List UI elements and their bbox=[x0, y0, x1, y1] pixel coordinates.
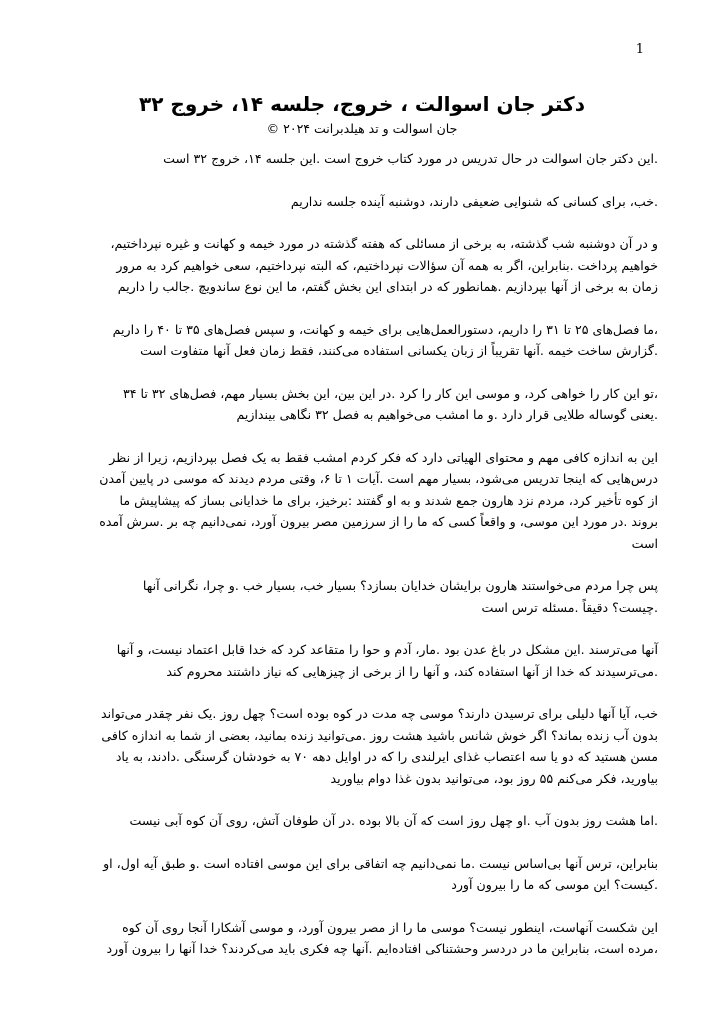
page-number: 1 bbox=[635, 42, 644, 57]
paragraph: .خب، برای کسانی که شنوایی ضعیفی دارند، دوشنبه آینده جلسه نداریم bbox=[290, 193, 658, 209]
document-body bbox=[96, 148, 658, 981]
paragraph: این به اندازه کافی مهم و محتوای الهیاتی دارد که فکر کردم امشب فقط به یک فصل بپردازیم، زیرا از نظر درس‌هایی که اینجا تدریس می‌شود، بسیار مهم است .آیات ۱ تا ۶، وقتی مردم دیدند که موسی در پایین آمدن از کوه تأخیر کرد، مردم نزد هارون جمع شدند و به او گفتند :برخیز، برای ما خدایانی بساز که پیشاپیش ما بروند .در مورد این موسی، و واقعاً کسی که ما را از سرزمین مصر بیرون آورد، نمی‌دانیم چه بر .سرش آمده است bbox=[99, 449, 658, 551]
paragraph: پس چرا مردم می‌خواستند هارون برایشان خدایان بسازد؟ بسیار خب، بسیار خب .و چرا، نگرانی آنها .چیست؟ دقیقاً .مسئله ترس است bbox=[142, 578, 658, 615]
paragraph: آنها می‌ترسند .این مشکل در باغ عدن بود .مار، آدم و حوا را متقاعد کرد که خدا قابل اعتماد نیست، و آنها .می‌ترسیدند که خدا از آنها استفاده کند، و آنها را از برخی از چیزهایی که نیاز داشتند محروم کند bbox=[116, 642, 658, 679]
paragraph: این شکست آنهاست، اینطور نیست؟ موسی ما را از مصر بیرون آورد، و موسی آشکارا آنجا روی آن کوه ،مرده است، بنابراین ما در دردسر وحشتناکی افتاده‌ایم .آنها چه فکری باید می‌کردند؟ خدا آنها را بیرون آورد bbox=[106, 919, 658, 956]
paragraph: ،ما فصل‌های ۲۵ تا ۳۱ را داریم، دستورالعمل‌هایی برای خیمه و کهانت، و سپس فصل‌های ۳۵ تا ۴۰ را داریم .گزارش ساخت خیمه .آنها تقریباً از زبان یکسانی استفاده می‌کنند، فقط زمان فعل آنها متفاوت است bbox=[112, 321, 658, 358]
paragraph: و در آن دوشنبه شب گذشته، به برخی از مسائلی که هفته گذشته در مورد خیمه و کهانت و غیره نپرداختیم، خواهیم پرداخت .بنابراین، اگر به همه آن سؤالات نپرداختیم، که البته نپرداختیم، سعی خواهیم کرد به مرور زمان به برخی از آنها بپردازیم .همانطور که در ابتدای این بخش گفتم، ما این نوع ساندویچ .جالب را داریم bbox=[110, 236, 658, 294]
paragraph: .این دکتر جان اسوالت در حال تدریس در مورد کتاب خروج است .این جلسه ۱۴، خروج ۳۲ است bbox=[163, 151, 658, 166]
document-title: دکتر جان اسوالت ، خروج، جلسه ۱۴، خروج ۳۲ bbox=[139, 92, 585, 116]
paragraph: بنابراین، ترس آنها بی‌اساس نیست .ما نمی‌دانیم چه اتفاقی برای این موسی افتاده است .و طبق آیه اول، او .کیست؟ این موسی که ما را بیرون آورد bbox=[103, 855, 658, 892]
document-subtitle: جان اسوالت و تد هیلدبرانت ۲۰۲۴ © bbox=[266, 121, 458, 136]
paragraph: ،تو این کار را خواهی کرد، و موسی این کار را کرد .در این بین، این بخش بسیار مهم، فصل‌های ۳۲ تا ۳۴ .یعنی گوساله طلایی قرار دارد .و ما امشب می‌خواهیم به فصل ۳۲ نگاهی بیندازیم bbox=[122, 385, 658, 422]
document-header bbox=[60, 90, 664, 138]
paragraph: خب، آیا آنها دلیلی برای ترسیدن دارند؟ موسی چه مدت در کوه بوده است؟ چهل روز .یک نفر چقدر می‌تواند بدون آب زنده بماند؟ اگر خوش شانس باشید هشت روز .می‌توانید زنده بمانید، بعضی از شما به اندازه کافی مسن هستید که دو یا سه اعتصاب غذای ایرلندی را که در اوایل دهه ۷۰ به خودشان گرسنگی .دادند، به یاد بیاورید، فکر می‌کنم ۵۵ روز بود، می‌توانید بدون غذا دوام بیاورید bbox=[101, 706, 658, 786]
paragraph: .اما هشت روز بدون آب .او چهل روز است که آن بالا بوده .در آن طوفان آتش، روی آن کوه آبی نیست bbox=[129, 813, 658, 828]
